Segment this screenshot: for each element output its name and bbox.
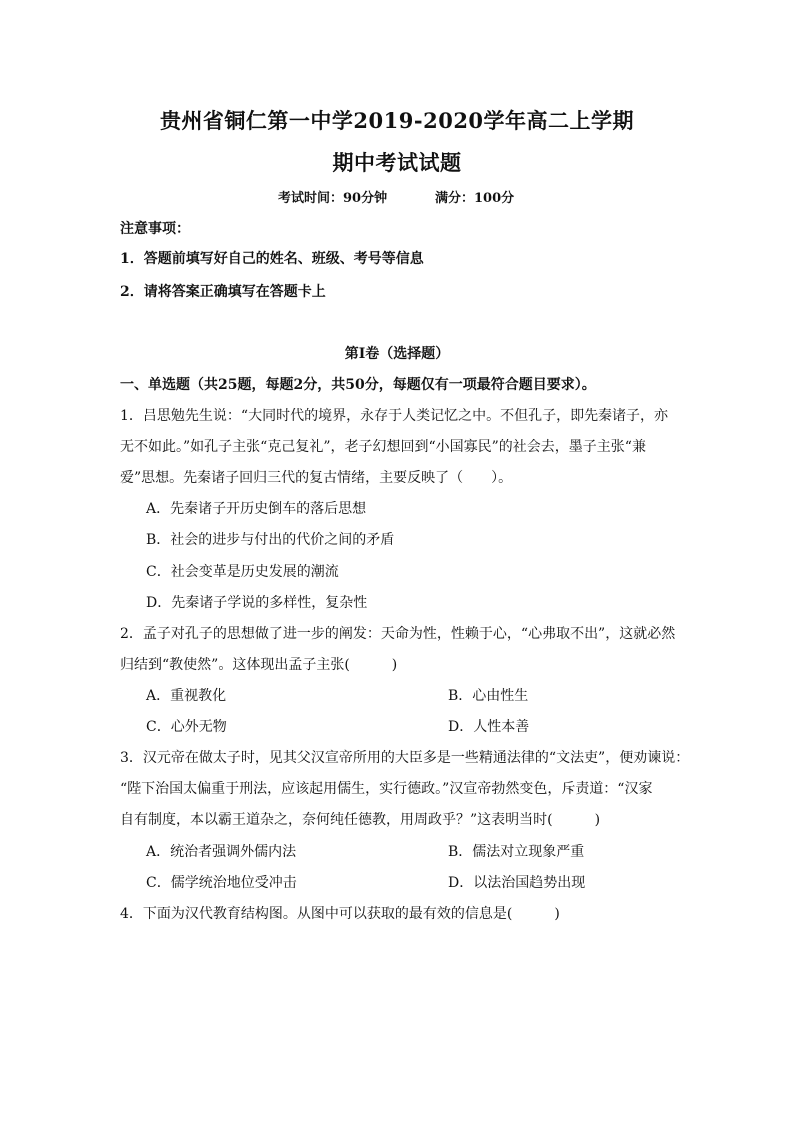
- question-2-option-b: B．心由性生: [448, 688, 529, 704]
- question-3-option-a: A．统治者强调外儒内法: [146, 844, 297, 860]
- question-2-line-1: 2．孟子对孔子的思想做了进一步的阐发：天命为性，性赖于心，“心弗取不出”，这就必然: [120, 626, 676, 642]
- question-3-line-2: “陛下治国太偏重于刑法，应该起用儒生，实行德政。”汉宣帝勃然变色，斥责道：“汉家: [120, 781, 653, 797]
- exam-subtitle: 期中考试试题: [332, 150, 462, 175]
- note-item-2: 2．请将答案正确填写在答题卡上: [120, 284, 326, 300]
- question-3-line-1: 3．汉元帝在做太子时，见其父汉宣帝所用的大臣多是一些精通法律的“文法吏”，便劝谏说：: [120, 750, 690, 766]
- note-item-1: 1．答题前填写好自己的姓名、班级、考号等信息: [120, 251, 424, 267]
- full-score: 满分：100分: [435, 191, 515, 206]
- question-3-option-b: B．儒法对立现象严重: [448, 844, 585, 860]
- question-2-line-2: 归结到“教使然”。这体现出孟子主张( ): [120, 657, 398, 673]
- question-1-option-c: C．社会变革是历史发展的潮流: [146, 564, 339, 580]
- exam-title: 贵州省铜仁第一中学2019-2020学年高二上学期: [159, 108, 635, 133]
- question-1-line-1: 1．吕思勉先生说：“大同时代的境界，永存于人类记忆之中。不但孔子，即先秦诸子，亦: [120, 408, 669, 424]
- question-1-option-a: A．先秦诸子开历史倒车的落后思想: [146, 501, 367, 517]
- exam-time: 考试时间：90分钟: [278, 191, 388, 206]
- section-instructions: 一、单选题（共25题，每题2分，共50分，每题仅有一项最符合题目要求）。: [120, 377, 596, 393]
- question-2-option-c: C．心外无物: [146, 719, 227, 735]
- question-1-option-d: D．先秦诸子学说的多样性，复杂性: [146, 595, 368, 611]
- notes-heading: 注意事项：: [120, 221, 190, 237]
- question-4-line-1: 4．下面为汉代教育结构图。从图中可以获取的最有效的信息是( ): [120, 906, 560, 922]
- question-1-line-3: 爱”思想。先秦诸子回归三代的复古情绪，主要反映了（ ）。: [120, 470, 513, 486]
- question-1-line-2: 无不如此。”如孔子主张“克己复礼”，老子幻想回到“小国寡民”的社会去，墨子主张“兼: [120, 439, 646, 455]
- section-title: 第I卷（选择题）: [344, 346, 450, 362]
- question-3-option-c: C．儒学统治地位受冲击: [146, 875, 297, 891]
- question-3-option-d: D．以法治国趋势出现: [448, 875, 586, 891]
- question-2-option-d: D．人性本善: [448, 719, 530, 735]
- question-2-option-a: A．重视教化: [146, 688, 227, 704]
- question-3-line-3: 自有制度，本以霸王道杂之，奈何纯任德教，用周政乎？”这表明当时( ): [120, 812, 601, 828]
- question-1-option-b: B．社会的进步与付出的代价之间的矛盾: [146, 532, 395, 548]
